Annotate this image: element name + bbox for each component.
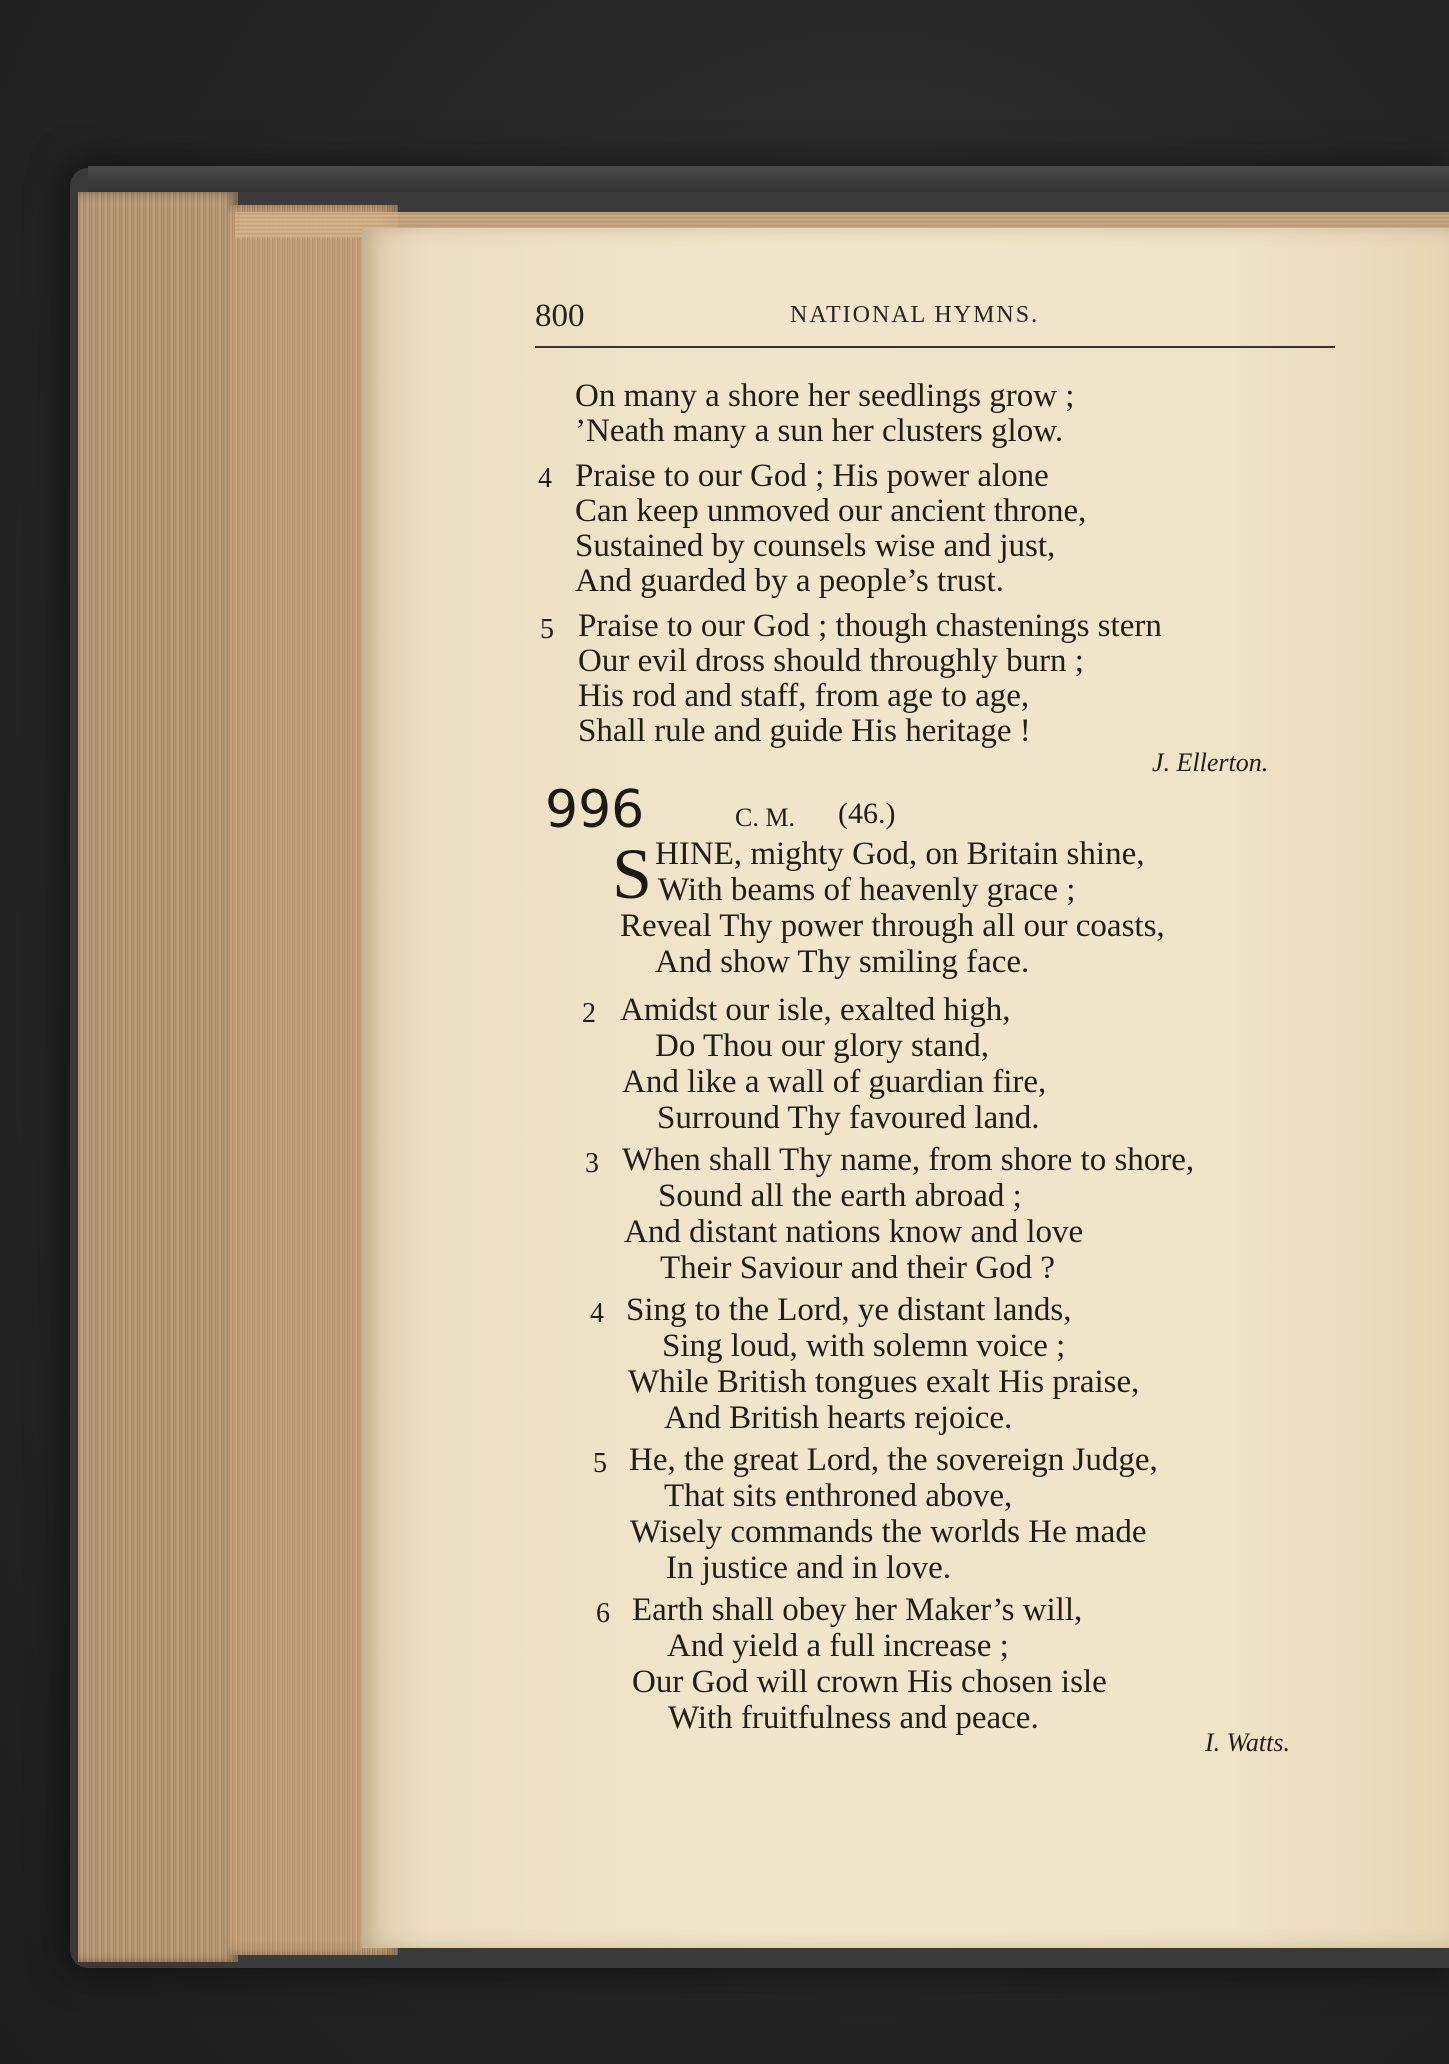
first-word: HINE, xyxy=(655,836,743,872)
stanza-number: 2 xyxy=(582,998,596,1029)
page-number: 800 xyxy=(535,298,585,334)
verse-line: And show Thy smiling face. xyxy=(655,944,1030,980)
verse-line: On many a shore her seedlings grow ; xyxy=(575,378,1075,414)
stanza-number: 6 xyxy=(596,1598,610,1629)
stanza-number: 3 xyxy=(585,1148,599,1179)
stanza-number: 5 xyxy=(593,1448,607,1479)
verse-line: His rod and staff, from age to age, xyxy=(578,678,1030,714)
drop-cap: S xyxy=(612,834,653,914)
tune-number: (46.) xyxy=(838,797,896,830)
author-attribution: J. Ellerton. xyxy=(1152,748,1269,777)
verse-line: He, the great Lord, the sovereign Judge, xyxy=(629,1442,1158,1478)
verse-line: While British tongues exalt His praise, xyxy=(628,1364,1140,1400)
stanza-number: 4 xyxy=(590,1298,604,1329)
running-title: NATIONAL HYMNS. xyxy=(790,302,1040,328)
hymn-number: 996 xyxy=(545,780,645,840)
verse-line: Wisely commands the worlds He made xyxy=(630,1514,1147,1550)
verse-line: And like a wall of guardian fire, xyxy=(622,1064,1047,1100)
verse-line: Praise to our God ; though chastenings stern xyxy=(578,608,1162,644)
verse-line: That sits enthroned above, xyxy=(664,1478,1013,1514)
verse-line: Sustained by counsels wise and just, xyxy=(575,528,1056,564)
verse-line: Surround Thy favoured land. xyxy=(657,1100,1040,1136)
verse-line: Their Saviour and their God ? xyxy=(660,1250,1055,1286)
verse-line: Sing to the Lord, ye distant lands, xyxy=(626,1292,1072,1328)
verse-line: Sing loud, with solemn voice ; xyxy=(662,1328,1066,1364)
verse-line: Sound all the earth abroad ; xyxy=(658,1178,1022,1214)
verse-line: Can keep unmoved our ancient throne, xyxy=(575,493,1087,529)
verse-line: And yield a full increase ; xyxy=(667,1628,1009,1664)
verse-line: Praise to our God ; His power alone xyxy=(575,458,1049,494)
verse-line: Reveal Thy power through all our coasts, xyxy=(620,908,1165,944)
page-edges-left xyxy=(78,192,238,1962)
verse-line: With fruitfulness and peace. xyxy=(668,1700,1039,1736)
verse-line: Do Thou our glory stand, xyxy=(655,1028,989,1064)
verse-line: And distant nations know and love xyxy=(624,1214,1084,1250)
verse-line: Amidst our isle, exalted high, xyxy=(620,992,1011,1028)
book-spine-top xyxy=(88,166,1449,192)
verse-line: mighty God, on Britain shine, xyxy=(742,836,1145,872)
author-attribution: I. Watts. xyxy=(1205,1728,1290,1757)
stanza-number: 4 xyxy=(538,463,552,494)
verse-line: With beams of heavenly grace ; xyxy=(658,872,1076,908)
verse-line: When shall Thy name, from shore to shore, xyxy=(622,1142,1195,1178)
hymn-meter: C. M. xyxy=(735,803,795,832)
verse-line: Earth shall obey her Maker’s will, xyxy=(632,1592,1083,1628)
stanza-number: 5 xyxy=(540,614,554,645)
header-rule xyxy=(535,346,1335,348)
verse-line: Our evil dross should throughly burn ; xyxy=(578,643,1084,679)
verse-line: And guarded by a people’s trust. xyxy=(575,563,1004,599)
verse-line: In justice and in love. xyxy=(666,1550,952,1586)
verse-line: ’Neath many a sun her clusters glow. xyxy=(575,413,1064,449)
verse-line: And British hearts rejoice. xyxy=(664,1400,1013,1436)
verse-line: Shall rule and guide His heritage ! xyxy=(578,713,1031,749)
verse-line: Our God will crown His chosen isle xyxy=(632,1664,1107,1700)
